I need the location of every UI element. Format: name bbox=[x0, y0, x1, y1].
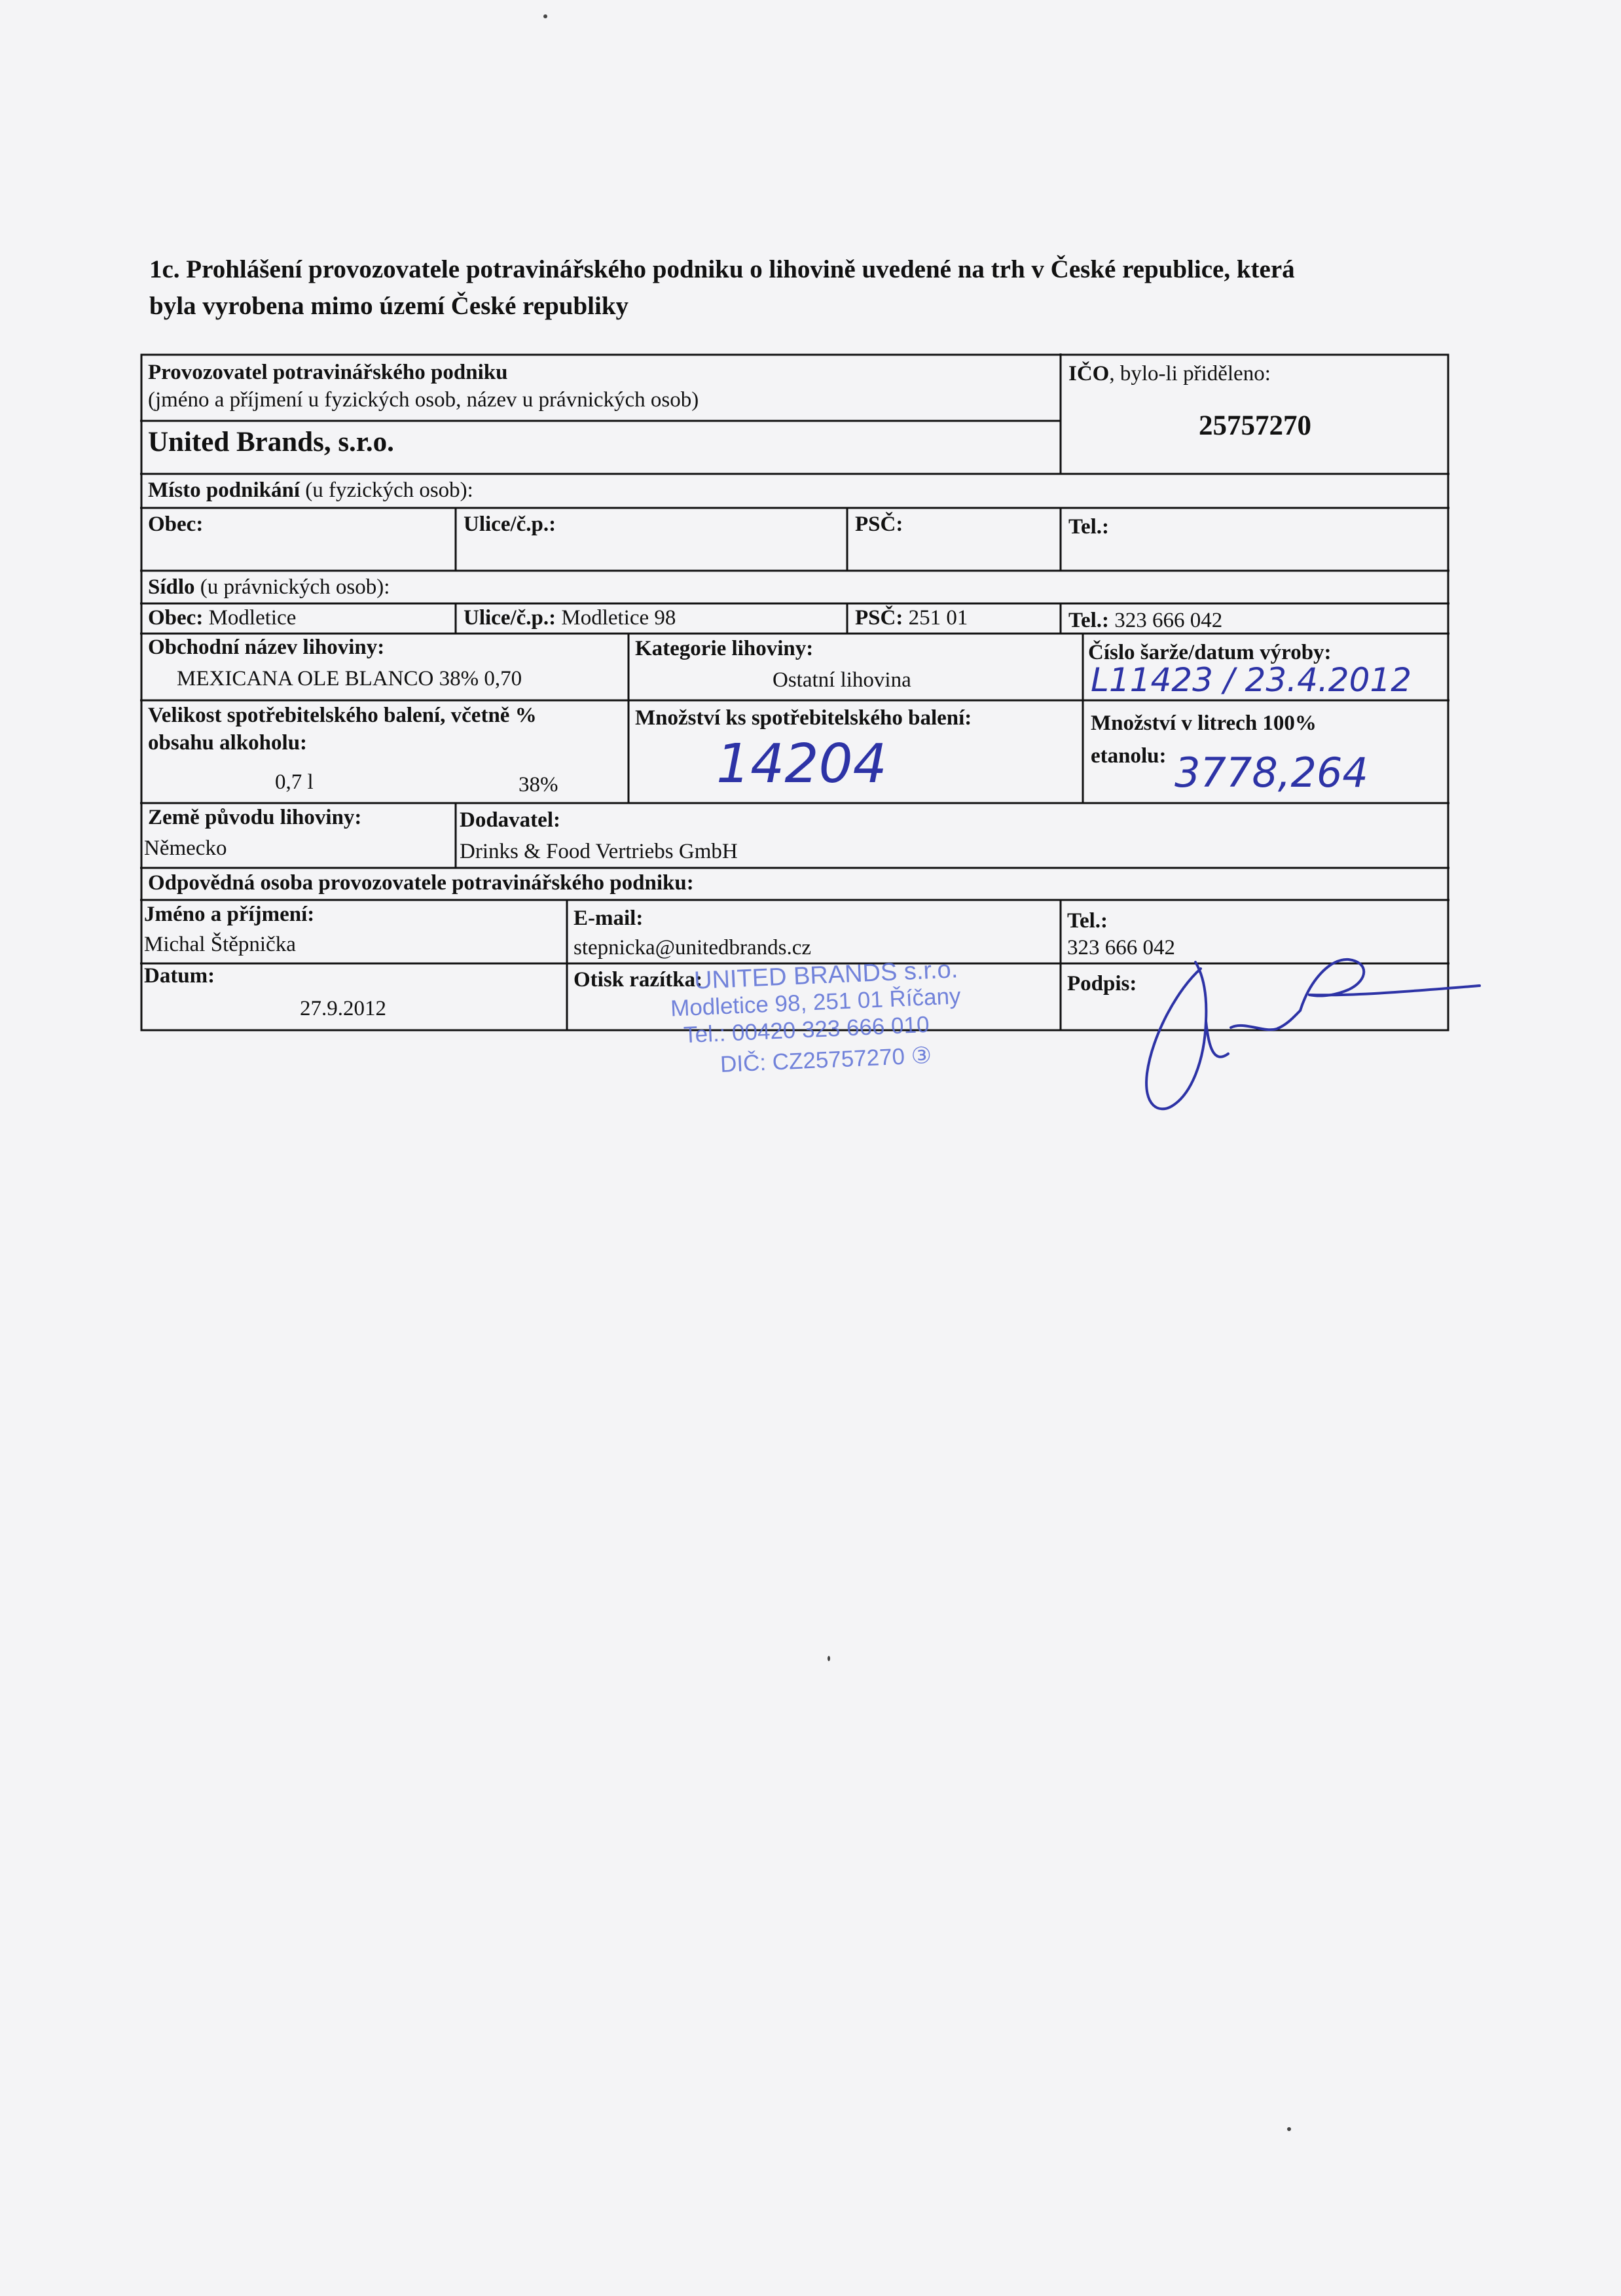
scan-speck bbox=[1287, 2127, 1291, 2131]
litres-value-handwritten: 3778,264 bbox=[1175, 749, 1368, 797]
person-tel-value: 323 666 042 bbox=[1067, 936, 1175, 960]
company-stamp-line-4: DIČ: CZ25757270 ③ bbox=[719, 1042, 932, 1078]
place-tel-label: Tel.: bbox=[1068, 515, 1110, 539]
supplier-value: Drinks & Food Vertriebs GmbH bbox=[460, 840, 738, 863]
size-label-line-2: obsahu alkoholu: bbox=[148, 731, 308, 755]
size-value: 0,7 l bbox=[275, 770, 314, 794]
stamp-label: Otisk razítka: bbox=[574, 968, 703, 992]
ico-label: IČO, bylo-li přiděleno: bbox=[1068, 362, 1271, 386]
alcohol-value: 38% bbox=[519, 773, 558, 797]
scan-speck bbox=[828, 1656, 830, 1661]
seat-obec: Obec: Modletice bbox=[148, 606, 297, 630]
operator-name: United Brands, s.r.o. bbox=[148, 427, 394, 457]
product-name-value: MEXICANA OLE BLANCO 38% 0,70 bbox=[177, 667, 522, 691]
operator-label: Provozovatel potravinářského podniku bbox=[148, 361, 508, 384]
person-name-label: Jméno a příjmení: bbox=[144, 903, 315, 926]
category-value: Ostatní lihovina bbox=[773, 668, 911, 692]
country-value: Německo bbox=[144, 836, 227, 860]
email-label: E-mail: bbox=[574, 906, 644, 930]
count-value-handwritten: 14204 bbox=[716, 733, 887, 795]
heading-line-2: byla vyrobena mimo území České republiky bbox=[149, 292, 629, 320]
litres-label-line-2: etanolu: bbox=[1091, 744, 1167, 768]
document-heading bbox=[149, 251, 1465, 325]
date-label: Datum: bbox=[144, 964, 215, 988]
company-stamp-line-2: Modletice 98, 251 01 Říčany bbox=[670, 983, 962, 1022]
operator-sublabel: (jméno a příjmení u fyzických osob, název u právnických osob) bbox=[148, 388, 699, 412]
company-stamp-line-1: UNITED BRANDS s.r.o. bbox=[693, 956, 959, 995]
seat-ulice: Ulice/č.p.: Modletice 98 bbox=[464, 606, 676, 630]
seat-label: Sídlo (u právnických osob): bbox=[148, 575, 390, 599]
date-value: 27.9.2012 bbox=[300, 997, 386, 1020]
declaration-form bbox=[140, 353, 1449, 1033]
place-obec-label: Obec: bbox=[148, 512, 204, 536]
person-tel-label: Tel.: bbox=[1067, 909, 1108, 933]
litres-label-line-1: Množství v litrech 100% bbox=[1091, 711, 1317, 735]
product-name-label: Obchodní název lihoviny: bbox=[148, 636, 385, 659]
batch-value-handwritten: L11423 / 23.4.2012 bbox=[1091, 661, 1412, 699]
handwritten-signature bbox=[1133, 942, 1499, 1119]
size-label-line-1: Velikost spotřebitelského balení, včetně % bbox=[148, 704, 537, 727]
category-label: Kategorie lihoviny: bbox=[635, 637, 814, 660]
ico-value: 25757270 bbox=[1199, 410, 1311, 441]
seat-tel: Tel.: 323 666 042 bbox=[1068, 609, 1223, 632]
place-psc-label: PSČ: bbox=[855, 512, 903, 536]
scan-speck bbox=[543, 14, 547, 18]
seat-psc: PSČ: 251 01 bbox=[855, 606, 968, 630]
country-label: Země původu lihoviny: bbox=[148, 806, 362, 829]
signature-label: Podpis: bbox=[1067, 972, 1137, 996]
heading-line-1: 1c. Prohlášení provozovatele potravinářského podniku o lihovině uvedené na trh v České republice, která bbox=[149, 255, 1295, 283]
company-stamp-line-3: Tel.: 00420 323 666 010 bbox=[683, 1011, 930, 1049]
email-value: stepnicka@unitedbrands.cz bbox=[574, 936, 812, 960]
place-ulice-label: Ulice/č.p.: bbox=[464, 512, 556, 536]
person-name-value: Michal Štěpnička bbox=[144, 933, 296, 956]
supplier-label: Dodavatel: bbox=[460, 808, 560, 832]
count-label: Množství ks spotřebitelského balení: bbox=[635, 706, 972, 730]
responsible-section-label: Odpovědná osoba provozovatele potravinářského podniku: bbox=[148, 871, 694, 895]
place-of-business-label: Místo podnikání (u fyzických osob): bbox=[148, 478, 473, 502]
batch-label: Číslo šarže/datum výroby: bbox=[1088, 641, 1332, 664]
